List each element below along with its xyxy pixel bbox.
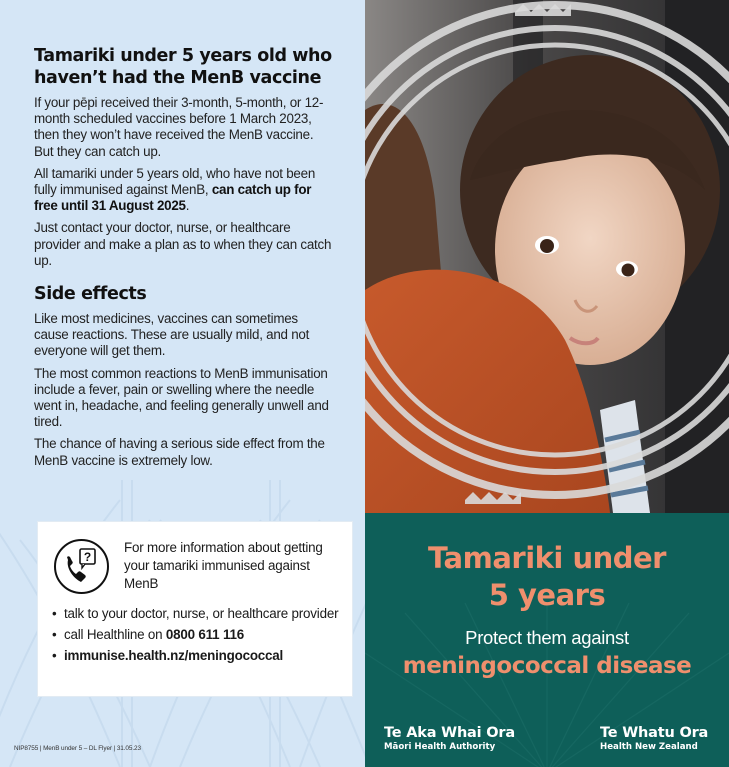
cover-disease-name: meningococcal disease [402,653,692,679]
contact-option-website [52,647,347,664]
logo-name: Te Aka Whai Ora [384,725,515,741]
contact-option-doctor [52,605,347,622]
cover-panel [365,0,729,767]
cover-title-line-2: 5 years [488,578,606,612]
more-info-box [37,521,353,697]
child-photo [365,0,729,513]
te-whatu-ora-logo [600,725,708,753]
svg-text:?: ? [83,550,92,564]
cover-banner [365,513,729,767]
contact-option-healthline [52,626,347,643]
catchup-text: All tamariki under 5 years old, who have not been fully immunised against MenB, [34,165,316,198]
catchup-paragraph-1: If your pēpi received their 3-month, 5-month, or 12-month scheduled vaccines before 1 March 2023, then they won’t have received the MenB vaccine. But they can catch up. [34,95,324,159]
immunise-website-link[interactable]: immunise.health.nz/meningococcal [64,648,284,663]
contact-option-text: talk to your doctor, nurse, or healthcare provider [64,606,339,621]
child-photo-illustration [365,0,729,513]
contact-options-list [52,605,347,668]
side-effects-heading: Side effects [34,284,147,305]
side-effects-paragraph-2: The most common reactions to MenB immunisation include a fever, pain or swelling where the needle went in, headache, and feeling generally unwell and tired. [34,365,329,430]
cover-title-line-1: Tamariki under [428,541,666,575]
logo-name: Te Whatu Ora [600,725,709,741]
side-effects-paragraph-1: Like most medicines, vaccines can sometimes cause reactions. These are usually mild, and not everyone will get them. [34,311,310,359]
cover-subtitle: Protect them against [465,627,629,648]
more-info-title: For more information about getting your tamariki immunised against MenB [124,540,323,591]
cover-title [365,540,729,614]
logo-subtitle: Health New Zealand [600,742,698,752]
free-until-text: can catch up for free until 31 August 2025 [34,182,312,214]
info-text [34,45,334,469]
side-effects-paragraph-3: The chance of having a serious side effect from the MenB vaccine is extremely low. [34,436,325,468]
logo-subtitle: Māori Health Authority [384,742,496,752]
contact-option-text: call Healthline on [64,627,166,642]
healthline-phone-number[interactable]: 0800 611 116 [165,627,244,642]
document-code: NIP8755 | MenB under 5 – DL Flyer | 31.05.23 [14,745,141,752]
catchup-heading: Tamariki under 5 years old who haven’t had the MenB vaccine [34,46,332,88]
catchup-paragraph-3: Just contact your doctor, nurse, or healthcare provider and make a plan as to when they can catch up. [34,220,332,268]
te-aka-whai-ora-logo [384,725,515,753]
phone-question-icon [53,538,110,595]
period: . [185,198,190,214]
catchup-paragraph-2 [34,166,334,215]
